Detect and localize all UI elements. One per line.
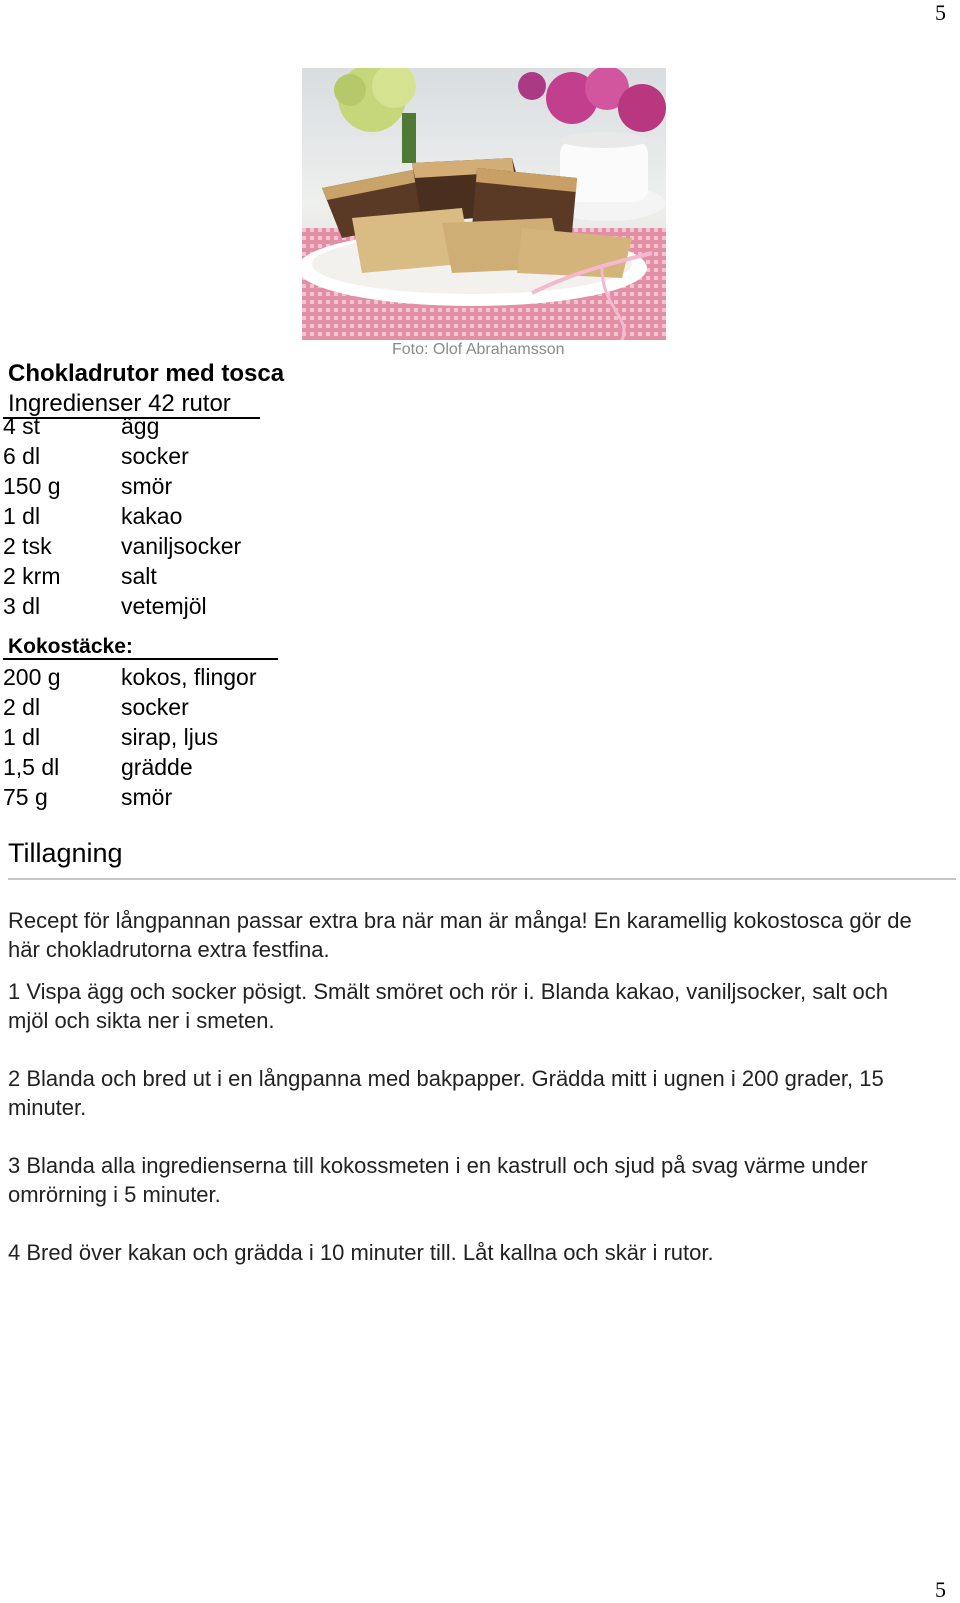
ingredient-row xyxy=(3,591,207,621)
ingredient-item: vetemjöl xyxy=(121,593,207,619)
topping-amount: 1,5 dl xyxy=(3,754,60,780)
topping-item: smör xyxy=(121,784,173,810)
topping-row xyxy=(3,662,257,692)
section-divider xyxy=(8,878,956,880)
topping-item: grädde xyxy=(121,754,193,780)
ingredient-amount: 1 dl xyxy=(3,503,41,529)
ingredient-amount: 150 g xyxy=(3,473,61,499)
ingredient-amount: 4 st xyxy=(3,413,41,439)
recipe-photo-illustration xyxy=(302,68,666,340)
preparation-step: 3 Blanda alla ingredienserna till kokossmeten i en kastrull och sjud på svag värme under omrörning i 5 minuter. xyxy=(8,1153,868,1207)
topping-amount: 2 dl xyxy=(3,694,41,720)
ingredient-item: vaniljsocker xyxy=(121,533,242,559)
recipe-photo xyxy=(302,68,666,340)
page-number-bottom: 5 xyxy=(935,1577,946,1602)
recipe-title: Chokladrutor med tosca xyxy=(8,360,285,387)
page-number-top: 5 xyxy=(935,0,946,25)
topping-row xyxy=(3,692,189,722)
topping-row xyxy=(3,722,218,752)
topping-amount: 1 dl xyxy=(3,724,41,750)
ingredient-row xyxy=(3,471,172,501)
ingredient-item: smör xyxy=(121,473,173,499)
ingredient-amount: 2 krm xyxy=(3,563,61,589)
topping-amount: 75 g xyxy=(3,784,48,810)
ingredient-amount: 3 dl xyxy=(3,593,41,619)
topping-heading: Kokostäcke: xyxy=(3,633,278,660)
topping-row xyxy=(3,782,172,812)
ingredient-row xyxy=(3,411,159,441)
ingredient-row xyxy=(3,501,182,531)
preparation-step: 1 Vispa ägg och socker pösigt. Smält smöret och rör i. Blanda kakao, vaniljsocker, salt och mjöl och sikta ner i smeten. xyxy=(8,979,889,1033)
ingredients-heading: Ingredienser 42 rutor xyxy=(3,389,260,419)
preparation-intro: Recept för långpannan passar extra bra när man är många! En karamellig kokostosca gör de här chokladrutorna extra festfina. xyxy=(8,908,912,962)
ingredient-amount: 2 tsk xyxy=(3,533,52,559)
ingredient-row xyxy=(3,441,189,471)
preparation-heading: Tillagning xyxy=(8,838,123,868)
topping-item: kokos, flingor xyxy=(121,664,257,690)
preparation-step: 4 Bred över kakan och grädda i 10 minuter till. Låt kallna och skär i rutor. xyxy=(8,1240,714,1265)
ingredient-item: salt xyxy=(121,563,157,589)
ingredient-row xyxy=(3,531,241,561)
topping-amount: 200 g xyxy=(3,664,61,690)
photo-credit: Foto: Olof Abrahamsson xyxy=(392,341,565,358)
ingredient-item: kakao xyxy=(121,503,183,529)
preparation-step: 2 Blanda och bred ut i en långpanna med bakpapper. Grädda mitt i ugnen i 200 grader, 15 minuter. xyxy=(8,1066,884,1120)
ingredient-row xyxy=(3,561,157,591)
topping-item: socker xyxy=(121,694,189,720)
ingredient-item: socker xyxy=(121,443,189,469)
topping-row xyxy=(3,752,193,782)
ingredient-amount: 6 dl xyxy=(3,443,41,469)
ingredient-item: ägg xyxy=(121,413,160,439)
topping-item: sirap, ljus xyxy=(121,724,219,750)
